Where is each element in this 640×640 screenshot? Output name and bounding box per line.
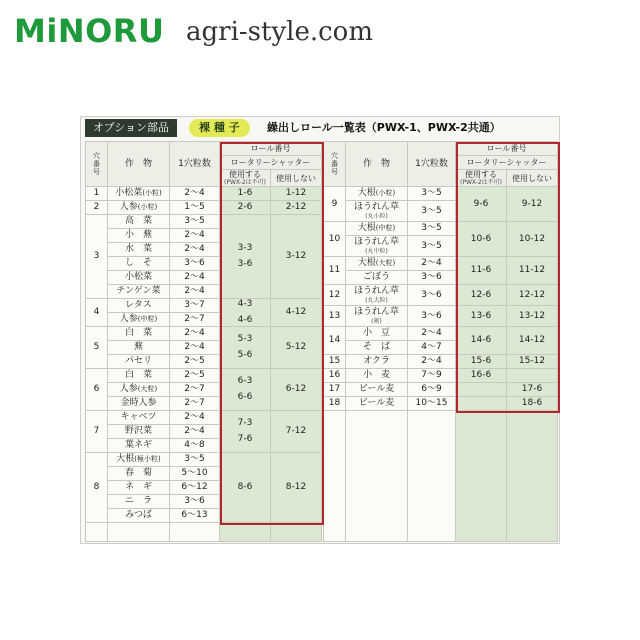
roll-use-cell: [456, 327, 507, 355]
table-row: [324, 222, 558, 236]
crop-name: ほうれん草: [353, 307, 399, 317]
empty-cell: [220, 523, 271, 542]
seeds-per-hole-cell: 3～5: [408, 201, 456, 222]
crop-cell: [346, 327, 408, 341]
seeds-per-hole-cell: 2～4: [408, 327, 456, 341]
crop-cell: [108, 495, 170, 509]
empty-cell: [86, 523, 108, 542]
crop-size-note: (小粒): [375, 189, 396, 197]
crop-cell: [108, 285, 170, 299]
seeds-per-hole-cell: 2～5: [170, 369, 220, 383]
empty-cell: [456, 411, 507, 542]
roll-use-cell: [456, 355, 507, 369]
table-row: [324, 306, 558, 327]
seeds-per-hole-cell: 2～4: [170, 285, 220, 299]
hole-no-cell: 7: [86, 411, 108, 453]
seeds-per-hole-cell: 2～5: [170, 355, 220, 369]
col-header-not-use: 使用しない: [271, 170, 322, 187]
roll-not-use-cell: 13-12: [507, 306, 558, 327]
header-row: [324, 142, 558, 156]
col-header-rotary-shutter: ロータリーシャッター: [220, 156, 322, 170]
seeds-per-hole-cell: 3～6: [170, 257, 220, 271]
col-header-hole-no: [324, 142, 346, 187]
seeds-per-hole-cell: 2～4: [170, 229, 220, 243]
hole-no-cell: 18: [324, 397, 346, 411]
crop-cell: [346, 369, 408, 383]
roll-table-right: [323, 141, 558, 542]
roll-use-cell: [456, 306, 507, 327]
seeds-per-hole-cell: 3～5: [170, 453, 220, 467]
seeds-per-hole-cell: 10～15: [408, 397, 456, 411]
col-header-roll-no: ロール番号: [456, 142, 558, 156]
crop-name: 大根: [357, 258, 376, 268]
crop-name: そ ば: [362, 342, 390, 352]
crop-cell: [108, 383, 170, 397]
seeds-per-hole-cell: 3～5: [408, 187, 456, 201]
filler-row: [86, 523, 322, 542]
roll-use-cell: [220, 453, 271, 523]
roll-use-cell: [220, 299, 271, 327]
seeds-per-hole-cell: 2～7: [170, 383, 220, 397]
hole-no-cell: 11: [324, 257, 346, 285]
seeds-per-hole-cell: 4～7: [408, 341, 456, 355]
crop-name: 蕪: [133, 342, 143, 352]
crop-cell: [108, 509, 170, 523]
roll-not-use-cell: 6-12: [271, 369, 322, 411]
crop-name: 小 豆: [362, 328, 390, 338]
crop-cell: [346, 341, 408, 355]
seeds-per-hole-cell: 3～7: [170, 299, 220, 313]
seeds-per-hole-cell: 3～6: [408, 271, 456, 285]
seeds-per-hole-cell: 1～5: [170, 201, 220, 215]
roll-not-use-cell: 11-12: [507, 257, 558, 285]
seeds-per-hole-cell: 6～13: [170, 509, 220, 523]
seeds-per-hole-cell: 2～4: [170, 187, 220, 201]
table-row: [86, 327, 322, 341]
roll-use-value: 3-3: [237, 243, 253, 253]
crop-size-note: (中粒): [375, 224, 396, 232]
col-header-not-use: 使用しない: [507, 170, 558, 187]
roll-not-use-cell: 12-12: [507, 285, 558, 306]
seeds-per-hole-cell: 6～12: [170, 481, 220, 495]
col-header-use: [456, 170, 507, 187]
col-header-use-note: (PWX-2は不可): [223, 179, 267, 186]
roll-not-use-cell: 5-12: [271, 327, 322, 369]
crop-name: 白 菜: [124, 370, 152, 380]
roll-use-value: 5-6: [237, 350, 253, 360]
roll-use-value: 13-6: [470, 310, 492, 321]
roll-use-value: 6-6: [237, 392, 253, 402]
hole-no-cell: 15: [324, 355, 346, 369]
seeds-per-hole-cell: 2～7: [170, 313, 220, 327]
crop-name: ビール麦: [358, 384, 395, 394]
table-row: [86, 411, 322, 425]
roll-use-value: 11-6: [470, 265, 492, 275]
col-header-roll-no: ロール番号: [220, 142, 322, 156]
roll-use-value: 7-3: [237, 418, 253, 428]
crop-name: ごぼう: [362, 272, 390, 282]
col-header-char: 番: [93, 160, 100, 168]
seeds-per-hole-cell: 3～6: [408, 306, 456, 327]
crop-cell: [108, 327, 170, 341]
crop-cell: [108, 341, 170, 355]
seeds-per-hole-cell: 5～10: [170, 467, 220, 481]
hole-no-cell: 14: [324, 327, 346, 355]
roll-use-value: 12-6: [470, 289, 492, 300]
seeds-per-hole-cell: 3～6: [408, 285, 456, 306]
empty-cell: [408, 411, 456, 542]
table-row: [324, 257, 558, 271]
crop-name: 小松菜: [124, 272, 152, 282]
seeds-per-hole-cell: 7～9: [408, 369, 456, 383]
seeds-per-hole-cell: 2～7: [170, 397, 220, 411]
seeds-per-hole-cell: 4～8: [170, 439, 220, 453]
crop-cell: [108, 257, 170, 271]
table-row: [324, 383, 558, 397]
roll-use-value: 8-6: [237, 482, 253, 492]
roll-not-use-cell: 3-12: [271, 215, 322, 299]
seeds-per-hole-cell: 2～4: [408, 355, 456, 369]
empty-cell: [108, 523, 170, 542]
seeds-per-hole-cell: 2～4: [170, 411, 220, 425]
crop-name: 白 菜: [124, 328, 152, 338]
seeds-per-hole-cell: 2～4: [170, 425, 220, 439]
crop-cell: [346, 285, 408, 306]
roll-use-cell: [456, 397, 507, 411]
roll-use-value: 5-3: [237, 334, 253, 344]
crop-size-note: (大粒): [375, 259, 396, 267]
roll-use-cell: [220, 411, 271, 453]
crop-name: 人参: [119, 202, 138, 212]
col-header-crop: 作 物: [346, 142, 408, 187]
crop-cell: [346, 222, 408, 236]
crop-cell: [108, 453, 170, 467]
crop-cell: [108, 243, 170, 257]
table-row: [86, 215, 322, 229]
seeds-per-hole-cell: 2～4: [170, 271, 220, 285]
roll-use-value: 3-6: [237, 259, 253, 269]
crop-name: 野沢菜: [124, 426, 152, 436]
crop-cell: [346, 236, 408, 257]
seeds-per-hole-cell: 3～5: [170, 215, 220, 229]
crop-cell: [108, 439, 170, 453]
crop-subtype: (丸大粒): [365, 297, 388, 304]
crop-cell: [346, 355, 408, 369]
crop-size-note: (小粒): [142, 189, 162, 197]
crop-cell: [108, 425, 170, 439]
empty-cell: [271, 523, 322, 542]
roll-not-use-cell: [507, 369, 558, 383]
crop-name: 小 麦: [362, 370, 390, 380]
crop-subtype: (剣): [371, 318, 382, 325]
crop-name: ほうれん草: [353, 237, 399, 247]
crop-name: ネ ギ: [124, 482, 152, 492]
roll-use-cell: [220, 369, 271, 411]
table-row: [86, 299, 322, 313]
roll-use-value: 10-6: [470, 233, 492, 244]
col-header-crop: 作 物: [108, 142, 170, 187]
seeds-per-hole-cell: 3～5: [408, 236, 456, 257]
roll-use-cell: [220, 327, 271, 369]
seeds-per-hole-cell: 2～4: [170, 243, 220, 257]
empty-cell: [346, 411, 408, 542]
roll-use-value: 2-6: [237, 202, 253, 212]
col-header-char: 番: [331, 160, 338, 168]
roll-use-cell: [456, 369, 507, 383]
header-row: [86, 142, 322, 156]
col-header-char: 穴: [331, 152, 338, 160]
crop-cell: [346, 397, 408, 411]
roll-use-cell: [220, 187, 271, 201]
table-row: [86, 187, 322, 201]
roll-use-value: 7-6: [237, 434, 253, 444]
crop-name: キャベツ: [120, 412, 157, 422]
crop-name: オクラ: [363, 356, 390, 366]
roll-use-value: 16-6: [470, 370, 492, 380]
crop-name: 春 菊: [124, 468, 152, 478]
crop-size-note: (大粒): [137, 385, 158, 393]
roll-not-use-cell: 17-6: [507, 383, 558, 397]
crop-name: 人参: [119, 384, 138, 394]
crop-cell: [108, 271, 170, 285]
crop-name: チンゲン菜: [116, 286, 161, 296]
col-header-seeds-per-hole: 1穴粒数: [408, 142, 456, 187]
empty-cell: [507, 411, 558, 542]
crop-name: 人参: [119, 314, 138, 324]
table-row: [324, 285, 558, 306]
crop-cell: [108, 369, 170, 383]
hole-no-cell: 8: [86, 453, 108, 523]
roll-use-cell: [456, 257, 507, 285]
site-name[interactable]: agri-style.com: [186, 17, 373, 47]
hole-no-cell: 1: [86, 187, 108, 201]
crop-cell: [108, 467, 170, 481]
roll-use-value: 4-3: [237, 299, 253, 309]
crop-name: ビール麦: [358, 398, 395, 408]
col-header-char: 号: [93, 168, 100, 176]
table-row: [86, 369, 322, 383]
roll-not-use-cell: 7-12: [271, 411, 322, 453]
col-header-use-label: 使用する: [229, 170, 261, 179]
roll-use-value: 6-3: [237, 376, 253, 386]
seeds-per-hole-cell: 2～4: [408, 257, 456, 271]
seeds-per-hole-cell: 6～9: [408, 383, 456, 397]
crop-cell: [108, 187, 170, 201]
roll-not-use-cell: 9-12: [507, 187, 558, 222]
roll-not-use-cell: 1-12: [271, 187, 322, 201]
crop-cell: [108, 299, 170, 313]
crop-name: 小 蕪: [124, 230, 152, 240]
table-row: [324, 355, 558, 369]
crop-cell: [108, 355, 170, 369]
crop-cell: [108, 397, 170, 411]
col-header-use-label: 使用する: [465, 170, 497, 179]
crop-name: 金時人参: [120, 398, 157, 408]
roll-not-use-cell: 18-6: [507, 397, 558, 411]
table-row: [86, 201, 322, 215]
page-header: [0, 0, 640, 70]
roll-use-cell: [456, 222, 507, 257]
crop-cell: [108, 481, 170, 495]
roll-not-use-cell: 10-12: [507, 222, 558, 257]
hole-no-cell: 10: [324, 222, 346, 257]
crop-name: 高 菜: [124, 216, 152, 226]
crop-cell: [346, 271, 408, 285]
roll-table-left: [85, 141, 322, 542]
roll-not-use-cell: 2-12: [271, 201, 322, 215]
hole-no-cell: 5: [86, 327, 108, 369]
sheet-title-bar: [81, 117, 561, 139]
roll-use-value: 9-6: [473, 198, 489, 209]
col-header-seeds-per-hole: 1穴粒数: [170, 142, 220, 187]
crop-name: ほうれん草: [353, 286, 399, 296]
empty-cell: [170, 523, 220, 542]
crop-name: し そ: [124, 258, 152, 268]
crop-cell: [108, 411, 170, 425]
crop-name: 葉ネギ: [124, 440, 152, 450]
crop-name: 大根: [116, 454, 135, 464]
roll-use-cell: [220, 215, 271, 299]
crop-name: 水 菜: [124, 244, 152, 254]
table-row: [86, 453, 322, 467]
seeds-per-hole-cell: 2～4: [170, 341, 220, 355]
roll-use-value: 15-6: [470, 356, 492, 366]
seeds-per-hole-cell: 3～6: [170, 495, 220, 509]
hole-no-cell: 16: [324, 369, 346, 383]
roll-not-use-cell: 8-12: [271, 453, 322, 523]
minoru-logo[interactable]: MiNORU: [14, 12, 165, 50]
hole-no-cell: 9: [324, 187, 346, 222]
crop-cell: [346, 306, 408, 327]
roll-use-cell: [220, 201, 271, 215]
crop-name: 小松菜: [115, 188, 143, 198]
crop-name: 大根: [357, 188, 376, 198]
roll-use-value: 4-6: [237, 315, 253, 325]
roll-not-use-cell: 14-12: [507, 327, 558, 355]
crop-cell: [108, 215, 170, 229]
roll-use-cell: [456, 383, 507, 397]
crop-name: 大根: [357, 223, 376, 233]
crop-subtype: (丸小粒): [365, 213, 388, 220]
crop-name: みつば: [125, 510, 152, 520]
hole-no-cell: 6: [86, 369, 108, 411]
crop-cell: [108, 313, 170, 327]
seeds-per-hole-cell: 2～4: [170, 327, 220, 341]
roll-use-value: 14-6: [470, 335, 492, 345]
col-header-rotary-shutter: ロータリーシャッター: [456, 156, 558, 170]
seed-roll-sheet: [80, 116, 560, 544]
table-row: [324, 369, 558, 383]
crop-size-note: (小粒): [137, 203, 158, 211]
crop-cell: [346, 187, 408, 201]
option-parts-tag: オプション部品: [85, 119, 177, 137]
roll-use-cell: [456, 187, 507, 222]
hole-no-cell: 4: [86, 299, 108, 327]
bare-seed-tag: 裸 種 子: [189, 119, 250, 137]
sheet-title: 繰出しロール一覧表（PWX-1、PWX-2共通）: [267, 121, 501, 134]
hole-no-cell: 13: [324, 306, 346, 327]
roll-use-value: 1-6: [237, 188, 253, 198]
crop-name: ほうれん草: [353, 202, 399, 212]
crop-cell: [346, 257, 408, 271]
col-header-hole-no: [86, 142, 108, 187]
crop-cell: [108, 201, 170, 215]
crop-cell: [346, 383, 408, 397]
table-row: [324, 327, 558, 341]
col-header-char: 穴: [93, 152, 100, 160]
roll-use-cell: [456, 285, 507, 306]
seeds-per-hole-cell: 3～5: [408, 222, 456, 236]
crop-name: レタス: [125, 300, 152, 310]
col-header-use: [220, 170, 271, 187]
crop-size-note: (中粒): [137, 315, 158, 323]
hole-no-cell: 2: [86, 201, 108, 215]
crop-name: パセリ: [124, 356, 152, 366]
roll-not-use-cell: 15-12: [507, 355, 558, 369]
crop-subtype: (丸中粒): [365, 248, 388, 255]
table-row: [324, 397, 558, 411]
crop-size-note: (極小粒): [134, 455, 161, 463]
col-header-use-note: (PWX-2は不可): [459, 179, 503, 186]
roll-not-use-cell: 4-12: [271, 299, 322, 327]
crop-name: ニ ラ: [124, 496, 152, 506]
empty-cell: [324, 411, 346, 542]
crop-cell: [346, 201, 408, 222]
col-header-char: 号: [331, 168, 338, 176]
hole-no-cell: 17: [324, 383, 346, 397]
hole-no-cell: 3: [86, 215, 108, 299]
filler-row: [324, 411, 558, 542]
table-row: [324, 187, 558, 201]
hole-no-cell: 12: [324, 285, 346, 306]
crop-cell: [108, 229, 170, 243]
